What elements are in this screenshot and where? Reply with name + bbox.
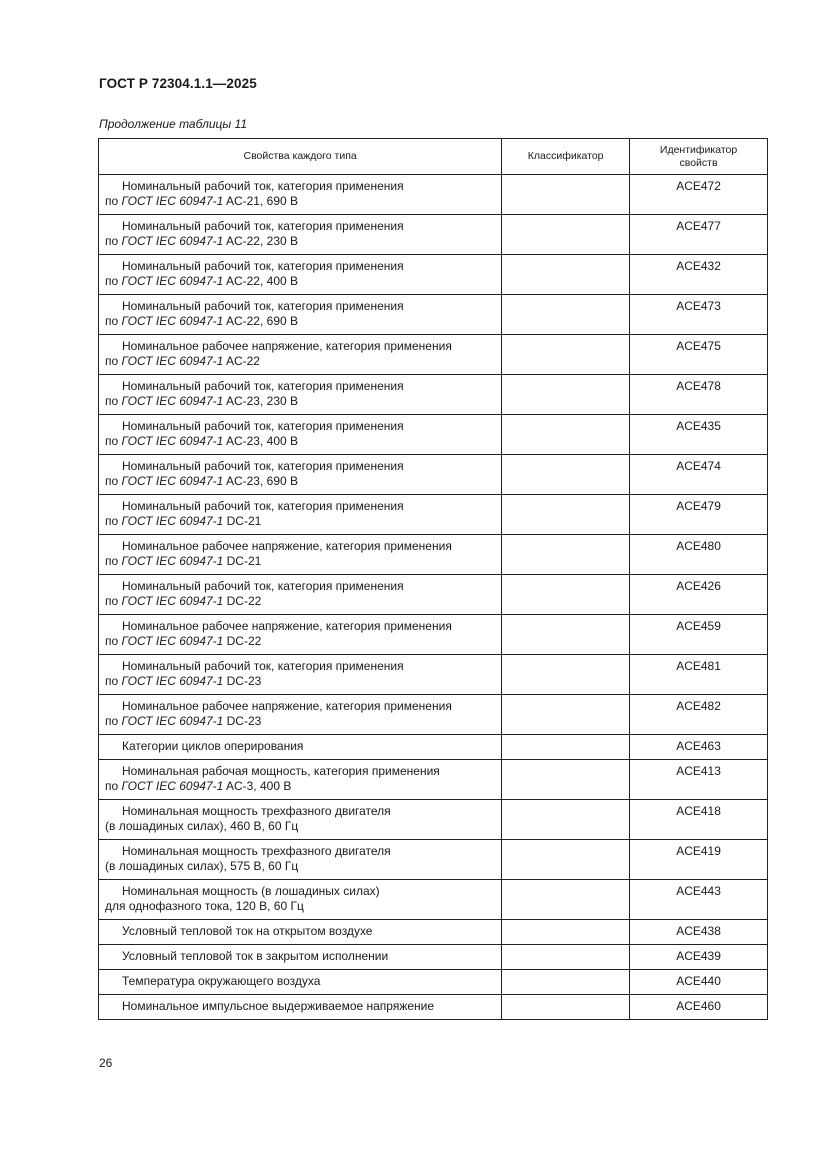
- cell-property: [99, 255, 502, 295]
- property-suffix: DC-22: [223, 593, 262, 608]
- property-suffix: AC-3, 400 В: [223, 778, 292, 793]
- property-prefix: по: [105, 553, 122, 568]
- property-line-1: Номинальный рабочий ток, категория применения: [122, 379, 404, 393]
- cell-classifier: [502, 995, 630, 1020]
- cell-property: [99, 840, 502, 880]
- cell-property: [99, 970, 502, 995]
- property-line-2: [105, 554, 495, 569]
- property-line-2: [105, 194, 495, 209]
- property-line-1: Температура окружающего воздуха: [122, 974, 321, 988]
- property-line-1: Номинальный рабочий ток, категория применения: [122, 299, 404, 313]
- standard-reference: ГОСТ IEC 60947-1: [121, 433, 224, 448]
- property-line-2: [105, 314, 495, 329]
- property-prefix: по: [105, 713, 122, 728]
- cell-identifier: ACE478: [630, 375, 768, 415]
- cell-property: [99, 995, 502, 1020]
- property-line-1: Категории циклов оперирования: [122, 739, 304, 753]
- cell-property: [99, 495, 502, 535]
- cell-classifier: [502, 495, 630, 535]
- cell-identifier: ACE481: [630, 655, 768, 695]
- standard-reference: ГОСТ IEC 60947-1: [121, 353, 224, 368]
- property-suffix: AC-22: [223, 353, 260, 368]
- cell-property: [99, 735, 502, 760]
- cell-classifier: [502, 455, 630, 495]
- cell-property: [99, 215, 502, 255]
- property-prefix: по: [105, 313, 122, 328]
- table-row: [99, 615, 768, 655]
- property-line-2: [105, 274, 495, 289]
- table-row: [99, 335, 768, 375]
- cell-property: [99, 535, 502, 575]
- property-line-1: Номинальное рабочее напряжение, категория применения: [122, 339, 452, 353]
- property-prefix: по: [105, 233, 122, 248]
- cell-identifier: ACE463: [630, 735, 768, 760]
- property-suffix: DC-23: [223, 713, 262, 728]
- property-line-2: (в лошадиных силах), 460 В, 60 Гц: [105, 818, 299, 833]
- cell-property: [99, 800, 502, 840]
- standard-reference: ГОСТ IEC 60947-1: [121, 233, 224, 248]
- table-row: [99, 760, 768, 800]
- table-row: [99, 295, 768, 335]
- standard-reference: ГОСТ IEC 60947-1: [121, 513, 224, 528]
- cell-classifier: [502, 880, 630, 920]
- cell-identifier: ACE473: [630, 295, 768, 335]
- header-classifier: Классификатор: [502, 139, 630, 175]
- standard-reference: ГОСТ IEC 60947-1: [121, 273, 224, 288]
- properties-table: [98, 138, 768, 1020]
- cell-property: [99, 175, 502, 215]
- cell-identifier: ACE413: [630, 760, 768, 800]
- property-prefix: по: [105, 433, 122, 448]
- cell-classifier: [502, 535, 630, 575]
- cell-identifier: ACE439: [630, 945, 768, 970]
- cell-property: [99, 335, 502, 375]
- standard-reference: ГОСТ IEC 60947-1: [121, 673, 224, 688]
- property-suffix: AC-23, 690 В: [223, 473, 299, 488]
- table-row: [99, 695, 768, 735]
- property-line-2: [105, 634, 495, 649]
- cell-identifier: ACE482: [630, 695, 768, 735]
- property-line-2: для однофазного тока, 120 В, 60 Гц: [105, 898, 304, 913]
- page-number: 26: [99, 1056, 113, 1070]
- table-row: [99, 800, 768, 840]
- standard-reference: ГОСТ IEC 60947-1: [121, 553, 224, 568]
- cell-property: [99, 695, 502, 735]
- table-caption: Продолжение таблицы 11: [99, 117, 248, 131]
- cell-classifier: [502, 840, 630, 880]
- cell-classifier: [502, 970, 630, 995]
- property-suffix: DC-21: [223, 513, 262, 528]
- standard-reference: ГОСТ IEC 60947-1: [121, 193, 224, 208]
- property-line-1: Номинальный рабочий ток, категория применения: [122, 499, 404, 513]
- property-line-1: Номинальный рабочий ток, категория применения: [122, 659, 404, 673]
- property-prefix: по: [105, 273, 122, 288]
- property-line-2: [105, 234, 495, 249]
- property-line-2: [105, 474, 495, 489]
- table-row: [99, 455, 768, 495]
- property-line-1: Номинальное рабочее напряжение, категория применения: [122, 699, 452, 713]
- cell-property: [99, 880, 502, 920]
- property-line-2: [105, 434, 495, 449]
- property-line-1: Номинальная рабочая мощность, категория применения: [122, 764, 440, 778]
- table-row: [99, 970, 768, 995]
- document-title: ГОСТ Р 72304.1.1—2025: [99, 76, 257, 91]
- cell-property: [99, 920, 502, 945]
- property-line-1: Условный тепловой ток в закрытом исполнении: [122, 949, 389, 963]
- cell-identifier: ACE443: [630, 880, 768, 920]
- property-prefix: по: [105, 673, 122, 688]
- property-suffix: AC-21, 690 В: [223, 193, 299, 208]
- cell-identifier: ACE435: [630, 415, 768, 455]
- property-line-1: Номинальный рабочий ток, категория применения: [122, 459, 404, 473]
- standard-reference: ГОСТ IEC 60947-1: [121, 778, 224, 793]
- cell-identifier: ACE419: [630, 840, 768, 880]
- cell-classifier: [502, 695, 630, 735]
- cell-classifier: [502, 175, 630, 215]
- property-line-2: [105, 514, 495, 529]
- table-header-row: [99, 139, 768, 175]
- property-prefix: по: [105, 353, 122, 368]
- cell-identifier: ACE474: [630, 455, 768, 495]
- property-line-1: Номинальный рабочий ток, категория применения: [122, 579, 404, 593]
- cell-classifier: [502, 920, 630, 945]
- cell-identifier: ACE472: [630, 175, 768, 215]
- standard-reference: ГОСТ IEC 60947-1: [121, 473, 224, 488]
- table-row: [99, 255, 768, 295]
- standard-reference: ГОСТ IEC 60947-1: [121, 593, 224, 608]
- property-line-1: Номинальная мощность трехфазного двигателя: [122, 844, 391, 858]
- table-row: [99, 575, 768, 615]
- property-suffix: DC-22: [223, 633, 262, 648]
- table-row: [99, 375, 768, 415]
- table-row: [99, 735, 768, 760]
- cell-identifier: ACE479: [630, 495, 768, 535]
- standard-reference: ГОСТ IEC 60947-1: [121, 713, 224, 728]
- cell-identifier: ACE460: [630, 995, 768, 1020]
- cell-property: [99, 655, 502, 695]
- property-suffix: AC-22, 230 В: [223, 233, 299, 248]
- property-line-1: Номинальное импульсное выдерживаемое напряжение: [122, 999, 435, 1013]
- cell-property: [99, 415, 502, 455]
- cell-identifier: ACE475: [630, 335, 768, 375]
- cell-classifier: [502, 415, 630, 455]
- cell-identifier: ACE432: [630, 255, 768, 295]
- table-row: [99, 840, 768, 880]
- table-row: [99, 655, 768, 695]
- property-line-2: [105, 674, 495, 689]
- property-line-1: Номинальная мощность (в лошадиных силах): [122, 884, 380, 898]
- property-line-2: [105, 594, 495, 609]
- cell-classifier: [502, 295, 630, 335]
- cell-classifier: [502, 945, 630, 970]
- header-properties: Свойства каждого типа: [99, 139, 502, 175]
- table-row: [99, 995, 768, 1020]
- property-line-2: [105, 394, 495, 409]
- table-row: [99, 175, 768, 215]
- property-prefix: по: [105, 393, 122, 408]
- cell-classifier: [502, 215, 630, 255]
- standard-reference: ГОСТ IEC 60947-1: [121, 313, 224, 328]
- property-line-2: (в лошадиных силах), 575 В, 60 Гц: [105, 858, 299, 873]
- property-prefix: по: [105, 633, 122, 648]
- property-prefix: по: [105, 513, 122, 528]
- property-prefix: по: [105, 473, 122, 488]
- cell-property: [99, 615, 502, 655]
- property-prefix: по: [105, 593, 122, 608]
- table-row: [99, 920, 768, 945]
- property-suffix: DC-23: [223, 673, 262, 688]
- table-row: [99, 495, 768, 535]
- cell-identifier: ACE418: [630, 800, 768, 840]
- property-line-1: Номинальная мощность трехфазного двигателя: [122, 804, 391, 818]
- property-suffix: AC-23, 400 В: [223, 433, 299, 448]
- property-line-1: Номинальный рабочий ток, категория применения: [122, 259, 404, 273]
- cell-identifier: ACE426: [630, 575, 768, 615]
- cell-property: [99, 375, 502, 415]
- cell-property: [99, 945, 502, 970]
- cell-classifier: [502, 800, 630, 840]
- property-line-1: Номинальное рабочее напряжение, категория применения: [122, 619, 452, 633]
- property-line-1: Номинальный рабочий ток, категория применения: [122, 219, 404, 233]
- cell-classifier: [502, 735, 630, 760]
- property-line-1: Условный тепловой ток на открытом воздухе: [122, 924, 373, 938]
- property-prefix: по: [105, 778, 122, 793]
- property-line-2: [105, 354, 495, 369]
- cell-identifier: ACE438: [630, 920, 768, 945]
- cell-classifier: [502, 575, 630, 615]
- cell-identifier: ACE477: [630, 215, 768, 255]
- cell-classifier: [502, 375, 630, 415]
- cell-property: [99, 575, 502, 615]
- property-suffix: AC-22, 400 В: [223, 273, 299, 288]
- property-line-2: [105, 714, 495, 729]
- property-line-1: Номинальный рабочий ток, категория применения: [122, 419, 404, 433]
- cell-property: [99, 295, 502, 335]
- standard-reference: ГОСТ IEC 60947-1: [121, 633, 224, 648]
- cell-identifier: ACE440: [630, 970, 768, 995]
- property-suffix: AC-23, 230 В: [223, 393, 299, 408]
- table-row: [99, 415, 768, 455]
- cell-classifier: [502, 255, 630, 295]
- property-suffix: AC-22, 690 В: [223, 313, 299, 328]
- cell-classifier: [502, 615, 630, 655]
- table-row: [99, 535, 768, 575]
- table-row: [99, 880, 768, 920]
- header-identifier: Идентификатор свойств: [630, 139, 768, 175]
- standard-reference: ГОСТ IEC 60947-1: [121, 393, 224, 408]
- cell-property: [99, 455, 502, 495]
- table-row: [99, 215, 768, 255]
- property-suffix: DC-21: [223, 553, 262, 568]
- table-body: [99, 175, 768, 1020]
- cell-identifier: ACE480: [630, 535, 768, 575]
- cell-classifier: [502, 655, 630, 695]
- cell-identifier: ACE459: [630, 615, 768, 655]
- table-row: [99, 945, 768, 970]
- property-prefix: по: [105, 193, 122, 208]
- property-line-1: Номинальное рабочее напряжение, категория применения: [122, 539, 452, 553]
- cell-classifier: [502, 760, 630, 800]
- property-line-2: [105, 779, 495, 794]
- cell-property: [99, 760, 502, 800]
- property-line-1: Номинальный рабочий ток, категория применения: [122, 179, 404, 193]
- cell-classifier: [502, 335, 630, 375]
